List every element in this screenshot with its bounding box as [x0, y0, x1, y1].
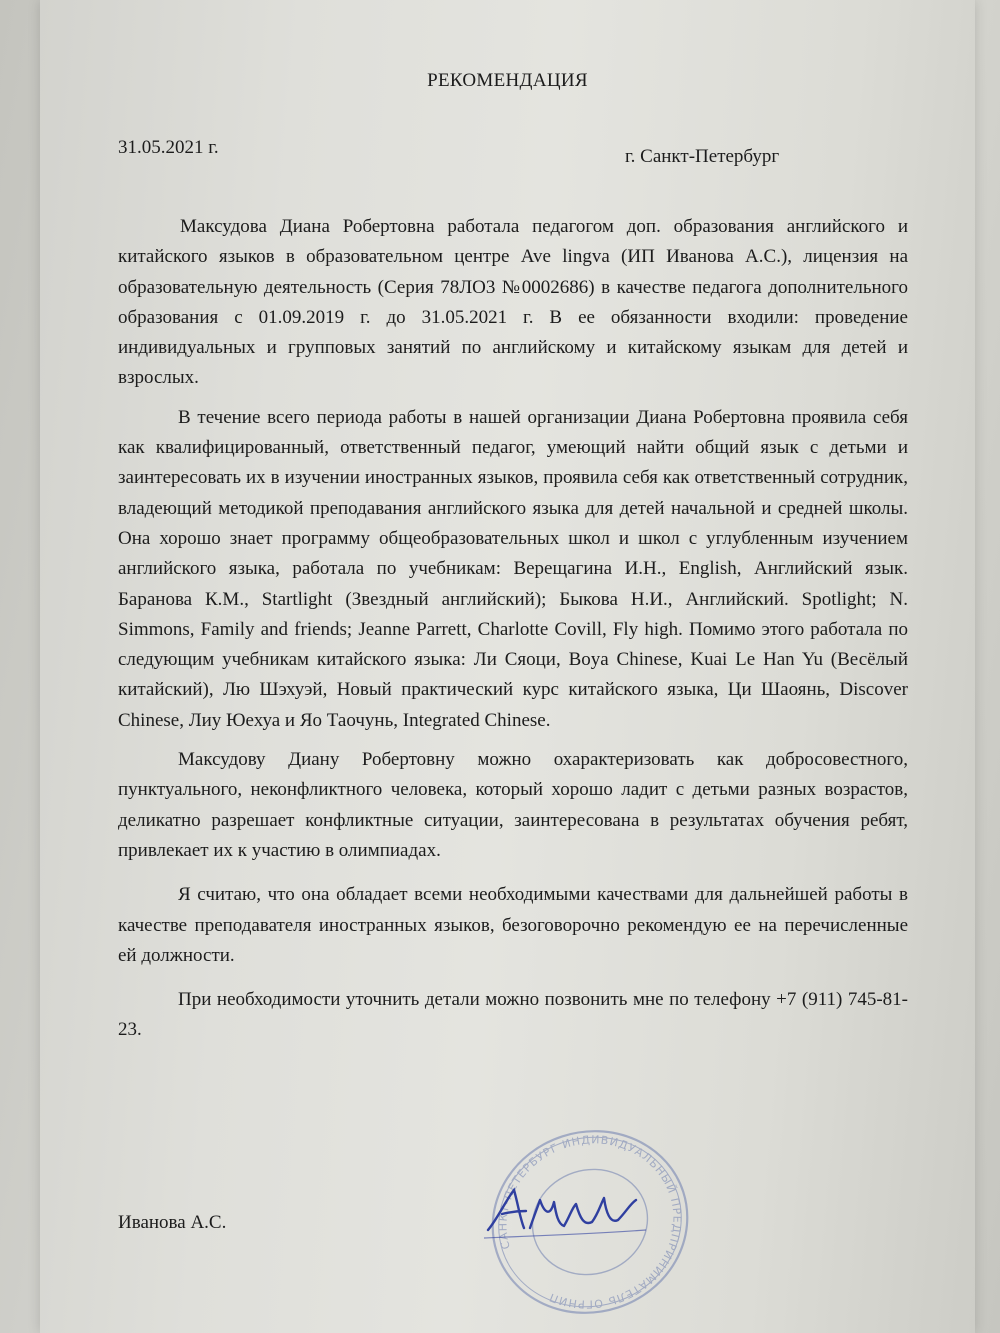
document-date: 31.05.2021 г.	[118, 137, 219, 158]
document-title: РЕКОМЕНДАЦИЯ	[427, 70, 588, 91]
letter-body	[118, 212, 908, 1046]
paragraph-character: Максудову Диану Робертовну можно охарактеризовать как добросовестного, пунктуального, неконфликтного человека, который хорошо ладит с детьми разных возрастов, деликатно разрешает конфликтные ситуации, заинтересована в результатах обучения ребят, привлекает их к участию в олимпиадах.	[118, 749, 908, 861]
handwritten-signature-icon	[480, 1178, 650, 1248]
paragraph-qualifications: В течение всего периода работы в нашей организации Диана Робертовна проявила себя как квалифицированный, ответственный педагог, умеющий найти общий язык с детьми и заинтересовать их в изучении иностранных языков, проявила себя как ответственный сотрудник, владеющий методикой преподавания английского языка для детей начальной и средней школы. Она хорошо знает программу общеобразовательных школ и школ с углубленным изучением английского языка, работала по учебникам: Верещагина И.Н., English, Английский язык. Баранова К.М., Startlight (Звездный английский); Быкова Н.И., Английский. Spotlight; N. Simmons, Family and friends; Jeanne Parrett, Charlotte Covill, Fly high. Помимо этого работала по следующим учебникам китайского языка: Ли Сяоци, Boya Chinese, Kuai Le Han Yu (Весёлый китайский), Лю Шэхуэй, Новый практический курс китайского языка, Ци Шаоянь, Discover Chinese, Лиу Юехуа и Яо Таочунь, Integrated Chinese.	[118, 406, 908, 731]
paragraph-recommendation: Я считаю, что она обладает всеми необходимыми качествами для дальнейшей работы в качестве преподавателя иностранных языков, безоговорочно рекомендую ее на перечисленные ей должности.	[118, 884, 908, 966]
seal-text: САНКТ-ПЕТЕРБУРГ ИНДИВИДУАЛЬНЫЙ ПРЕДПРИНИМАТЕЛЬ ОГРНИП	[496, 1133, 684, 1311]
paragraph-employment: Максудова Диана Робертовна работала педагогом доп. образования английского и китайского языков в образовательном центре Ave lingva (ИП Иванова А.С.), лицензия на образовательную деятельность (Серия 78ЛО3 №0002686) в качестве педагога дополнительного образования с 01.09.2019 г. до 31.05.2021 г. В ее обязанности входили: проведение индивидуальных и групповых занятий по английскому и китайскому языкам для детей и взрослых.	[118, 216, 908, 389]
recommendation-letter	[40, 0, 975, 1333]
document-city: г. Санкт-Петербург	[625, 146, 780, 167]
paragraph-contact: При необходимости уточнить детали можно позвонить мне по телефону +7 (911) 745-81-23.	[118, 989, 908, 1041]
signatory-name: Иванова А.С.	[118, 1212, 227, 1233]
